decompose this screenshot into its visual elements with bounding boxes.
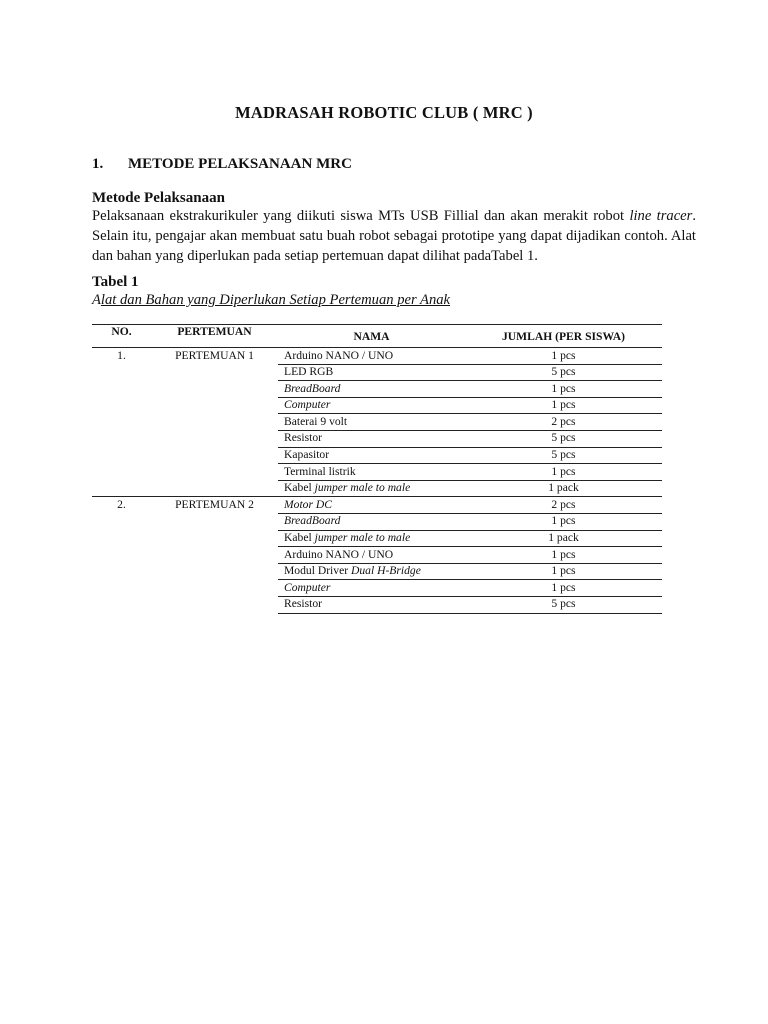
- subheading: Metode Pelaksanaan: [92, 190, 225, 206]
- table-body: [92, 348, 662, 614]
- item-name: [278, 563, 465, 580]
- item-name-text: Arduino NANO / UNO: [284, 348, 394, 362]
- item-name-italic: BreadBoard: [284, 514, 341, 528]
- table-caption-initial: A: [92, 292, 101, 308]
- item-name-italic: Computer: [284, 580, 331, 594]
- paragraph-text-1: Pelaksanaan ekstrakurikuler yang diikuti siswa MTs USB Fillial dan akan merakit robot: [92, 208, 630, 224]
- header-pertemuan: PERTEMUAN: [151, 325, 278, 348]
- item-name-text: Kapasitor: [284, 448, 330, 462]
- item-name: [278, 480, 465, 497]
- item-name-italic: BreadBoard: [284, 381, 341, 395]
- item-quantity: 1 pack: [465, 530, 662, 547]
- item-name: [278, 530, 465, 547]
- paragraph-italic-term: line tracer: [629, 208, 693, 224]
- item-quantity: 5 pcs: [465, 430, 662, 447]
- item-name-text: Resistor: [284, 431, 323, 445]
- item-name: [278, 348, 465, 365]
- header-jumlah: JUMLAH (PER SISWA): [465, 325, 662, 348]
- item-name: [278, 464, 465, 481]
- item-name-text: Terminal listrik: [284, 464, 356, 478]
- item-name-text: Kabel: [284, 481, 315, 495]
- item-name: [278, 430, 465, 447]
- body-paragraph: [92, 206, 696, 266]
- item-name-text: LED RGB: [284, 365, 334, 379]
- materials-table: [92, 324, 662, 614]
- item-quantity: 5 pcs: [465, 596, 662, 613]
- item-name: [278, 547, 465, 564]
- item-quantity: 1 pcs: [465, 547, 662, 564]
- item-name-italic: Dual H-Bridge: [350, 564, 421, 578]
- item-name-italic: jumper male to male: [314, 531, 411, 545]
- item-name: [278, 596, 465, 613]
- item-name-text: Resistor: [284, 597, 323, 611]
- item-quantity: 1 pcs: [465, 464, 662, 481]
- table-row: [92, 497, 662, 514]
- section-number: 1.: [92, 156, 104, 172]
- row-number: 2.: [92, 497, 151, 613]
- section-heading: [92, 156, 352, 173]
- paragraph-text-2: . Selain itu, pengajar akan membuat satu buah robot sebagai prototipe yang dapat dijadikan contoh. Alat dan bahan yang diperlukan pada setiap pertemuan dapat dilihat padaTabel 1.: [92, 208, 696, 264]
- item-name: [278, 397, 465, 414]
- item-name-text: Baterai 9 volt: [284, 414, 348, 428]
- table-header-row: [92, 325, 662, 348]
- item-quantity: 5 pcs: [465, 364, 662, 381]
- item-name-text: Kabel: [284, 531, 315, 545]
- page-title: MADRASAH ROBOTIC CLUB ( MRC ): [235, 103, 533, 122]
- item-name: [278, 580, 465, 597]
- item-quantity: 1 pcs: [465, 563, 662, 580]
- item-name-text: Arduino NANO / UNO: [284, 547, 394, 561]
- item-quantity: 1 pcs: [465, 381, 662, 398]
- meeting-name: PERTEMUAN 2: [151, 497, 278, 613]
- item-name-italic: Motor DC: [284, 497, 332, 511]
- table-caption-text: lat dan Bahan yang Diperlukan Setiap Pertemuan per Anak: [100, 292, 451, 308]
- item-name: [278, 364, 465, 381]
- item-name: [278, 497, 465, 514]
- item-quantity: 1 pack: [465, 480, 662, 497]
- item-quantity: 5 pcs: [465, 447, 662, 464]
- item-name-italic: jumper male to male: [314, 481, 411, 495]
- table-row: [92, 348, 662, 365]
- section-title: METODE PELAKSANAAN MRC: [128, 156, 352, 172]
- item-quantity: 1 pcs: [465, 580, 662, 597]
- item-quantity: 2 pcs: [465, 414, 662, 431]
- item-quantity: 1 pcs: [465, 397, 662, 414]
- header-nama: NAMA: [278, 325, 465, 348]
- item-name-text: Modul Driver: [284, 564, 351, 578]
- table-caption: [92, 292, 450, 309]
- item-name-italic: Computer: [284, 398, 331, 412]
- item-name: [278, 513, 465, 530]
- item-quantity: 1 pcs: [465, 513, 662, 530]
- item-name: [278, 381, 465, 398]
- table-label: Tabel 1: [92, 274, 139, 290]
- header-no: NO.: [92, 325, 151, 348]
- row-number: 1.: [92, 348, 151, 497]
- item-name: [278, 414, 465, 431]
- item-name: [278, 447, 465, 464]
- item-quantity: 2 pcs: [465, 497, 662, 514]
- item-quantity: 1 pcs: [465, 348, 662, 365]
- meeting-name: PERTEMUAN 1: [151, 348, 278, 497]
